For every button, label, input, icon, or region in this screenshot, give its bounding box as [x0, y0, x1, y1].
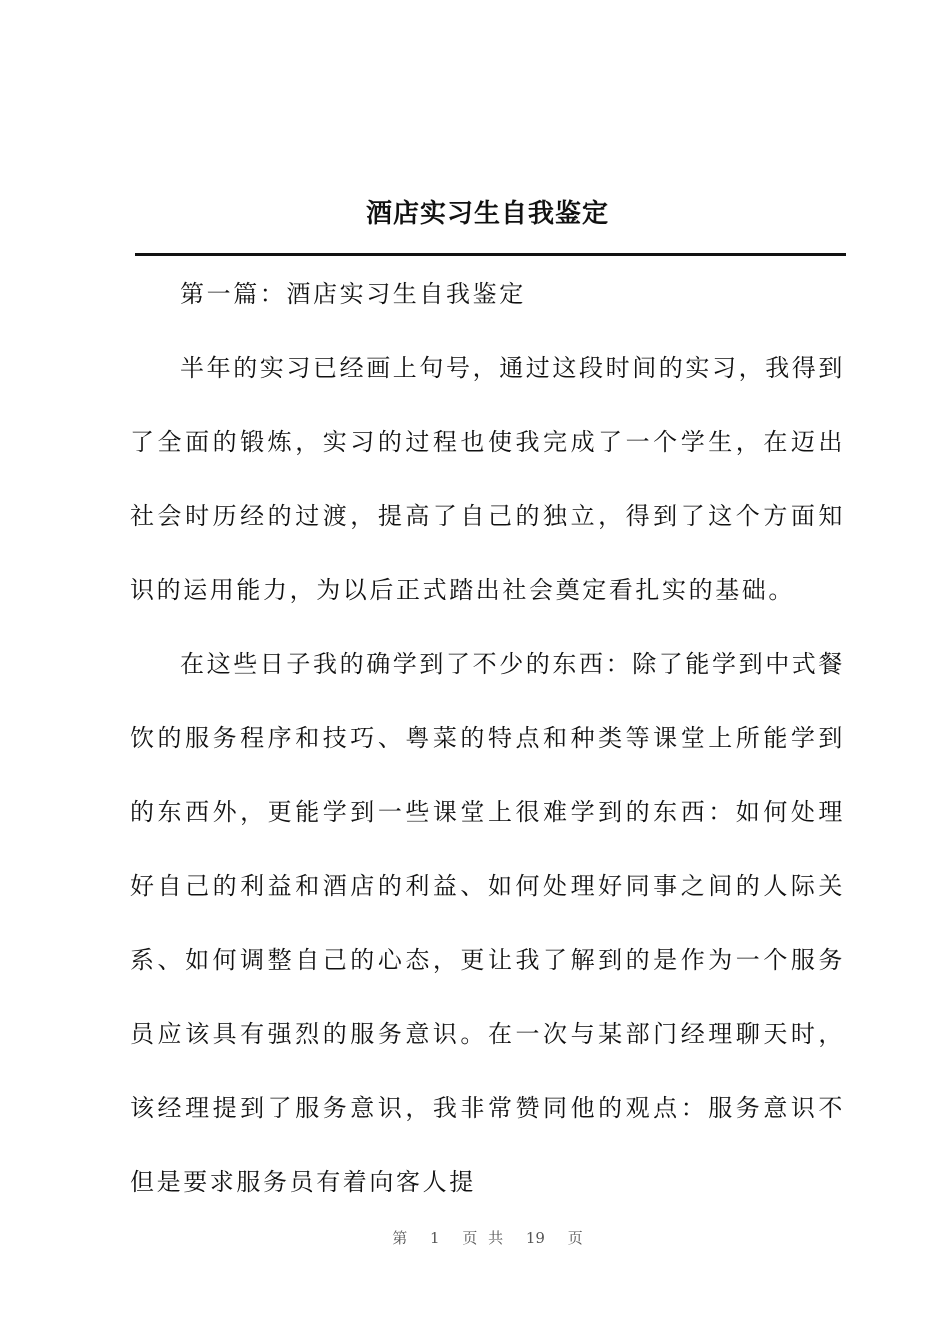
footer-page-prefix: 第: [392, 1229, 408, 1247]
footer-page-total: 19: [525, 1229, 545, 1247]
section-heading: 第一篇：酒店实习生自我鉴定: [180, 280, 526, 308]
footer-page-middle: 页 共: [462, 1229, 504, 1247]
document-title: 酒店实习生自我鉴定: [365, 199, 609, 229]
page-footer: [0, 1226, 950, 1250]
title-underline-rule: [135, 253, 846, 256]
footer-page-number: 1: [430, 1229, 440, 1247]
document-body: [130, 257, 845, 1219]
body-paragraph-2: 在这些日子我的确学到了不少的东西：除了能学到中式餐饮的服务程序和技巧、粤菜的特点和种类等课堂上所能学到的东西外，更能学到一些课堂上很难学到的东西：如何处理好自己的利益和酒店的利益、如何处理好同事之间的人际关系、如何调整自己的心态，更让我了解到的是作为一个服务员应该具有强烈的服务意识。在一次与某部门经理聊天时，该经理提到了服务意识，我非常赞同他的观点：服务意识不但是要求服务员有着向客人提: [130, 650, 845, 1196]
footer-page-suffix: 页: [567, 1229, 583, 1247]
body-paragraph-1: 半年的实习已经画上句号，通过这段时间的实习，我得到了全面的锻炼，实习的过程也使我完成了一个学生，在迈出社会时历经的过渡，提高了自己的独立，得到了这个方面知识的运用能力，为以后正式踏出社会奠定看扎实的基础。: [130, 354, 845, 604]
